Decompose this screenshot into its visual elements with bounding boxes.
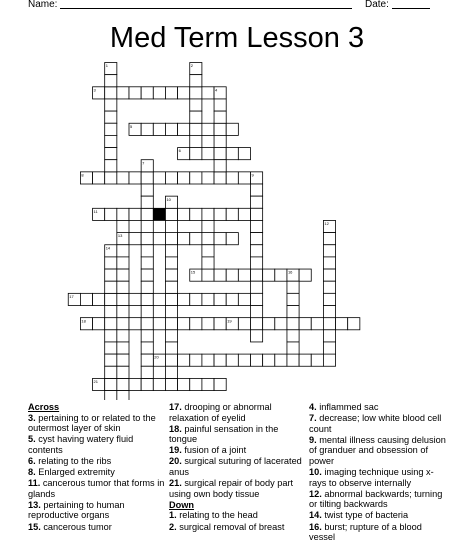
clue-18 [169,424,306,445]
clue-number: 14. [309,510,322,521]
grid-cell[interactable] [214,269,226,281]
grid-cell[interactable] [178,208,190,220]
grid-cell[interactable] [287,354,299,366]
clue-text: cyst having watery fluid contents [28,434,134,455]
grid-cell[interactable] [117,366,129,378]
clue-14 [309,510,447,521]
grid-cell[interactable] [117,318,129,330]
grid-cell[interactable] [129,318,141,330]
clue-number: 2. [169,521,177,532]
clue-number: 8. [28,467,36,478]
clue-number: 7. [309,413,317,424]
grid-cell[interactable] [263,354,275,366]
clue-text: pertaining to or related to the outermost layer of skin [28,412,156,434]
clues-column-2 [169,402,306,533]
grid-cell[interactable] [178,123,190,135]
grid-cell[interactable] [117,293,129,305]
clue-number: 17. [169,402,182,412]
clue-number: 11. [28,478,41,489]
grid-cell[interactable] [153,318,165,330]
grid-cell[interactable] [251,318,263,330]
grid-cell[interactable] [190,99,202,111]
grid-cell[interactable] [287,330,299,342]
grid-cell[interactable] [141,87,153,99]
clue-text: Enlarged extremity [35,467,115,478]
grid-cell[interactable] [165,378,177,390]
clue-text: burst; rupture of a blood vessel [309,521,422,543]
grid-cell[interactable] [141,354,153,366]
grid-cell[interactable] [323,281,335,293]
clue-2 [169,522,306,533]
grid-cell[interactable] [202,172,214,184]
grid-cell[interactable] [323,330,335,342]
clue-6 [28,456,166,467]
cell-number: 12 [324,221,329,227]
grid-cell[interactable] [153,123,165,135]
clue-text: cancerous tumor that forms in glands [28,478,165,499]
clue-5 [28,434,166,455]
clue-number: 6. [28,455,36,466]
grid-cell[interactable] [141,306,153,318]
grid-cell[interactable] [214,378,226,390]
clue-text: imaging technique using x-rays to observe internally [309,467,434,488]
grid-cell[interactable] [226,208,238,220]
clue-number: 5. [28,434,36,445]
grid-cell[interactable] [336,318,348,330]
grid-cell[interactable] [214,233,226,245]
clue-number: 13. [28,499,41,510]
clue-4 [309,402,447,413]
cell-number: 13 [117,233,123,239]
grid-cell[interactable] [178,293,190,305]
clue-21 [169,478,306,499]
grid-cell[interactable] [190,123,202,135]
grid-cell[interactable] [190,148,202,160]
grid-cell[interactable] [165,87,177,99]
grid-cell[interactable] [117,172,129,184]
grid-cell[interactable] [165,208,177,220]
grid-cell[interactable] [117,269,129,281]
grid-cell[interactable] [190,354,202,366]
grid-cell[interactable] [129,378,141,390]
grid-cell[interactable] [117,330,129,342]
grid-cell[interactable] [153,87,165,99]
clue-text: surgical suturing of lacerated anus [169,456,302,478]
grid-cell[interactable] [105,306,117,318]
grid-cell[interactable] [129,233,141,245]
grid-cell[interactable] [323,306,335,318]
grid-cell[interactable] [287,306,299,318]
grid-cell[interactable] [251,330,263,342]
grid-cell[interactable] [263,318,275,330]
grid-cell[interactable] [299,269,311,281]
clue-17 [169,402,306,423]
clue-number: 21. [169,478,182,489]
grid-cell[interactable] [214,135,226,147]
grid-cell[interactable] [141,366,153,378]
cell-number: 4 [215,87,218,93]
grid-cell[interactable] [190,293,202,305]
grid-cell[interactable] [214,160,226,172]
clue-number: 19. [169,445,182,456]
clue-text: pertaining to human reproductive organs [28,499,125,521]
clue-16 [309,522,447,543]
grid-cell[interactable] [129,172,141,184]
grid-cell[interactable] [153,293,165,305]
grid-cell[interactable] [165,123,177,135]
clue-text: fusion of a joint [181,445,247,456]
grid-cell[interactable] [214,99,226,111]
clue-15 [28,522,166,533]
grid-cell[interactable] [105,342,117,354]
grid-cell[interactable] [214,354,226,366]
grid-cell[interactable] [165,366,177,378]
grid-cell[interactable] [129,208,141,220]
grid-cell[interactable] [190,75,202,87]
grid-cell[interactable] [190,318,202,330]
cell-number: 16 [287,269,293,275]
grid-cell[interactable] [105,366,117,378]
grid-cell[interactable] [141,318,153,330]
grid-cell[interactable] [311,318,323,330]
grid-cell[interactable] [105,378,117,390]
grid-cell[interactable] [214,123,226,135]
grid-cell[interactable] [105,148,117,160]
grid-cell[interactable] [226,172,238,184]
grid-cell[interactable] [323,354,335,366]
grid-cell[interactable] [117,342,129,354]
grid-cell[interactable] [190,233,202,245]
grid-cell[interactable] [323,233,335,245]
grid-cell[interactable] [117,354,129,366]
grid-cell[interactable] [129,87,141,99]
grid-cell[interactable] [165,269,177,281]
grid-cell[interactable] [141,257,153,269]
grid-cell[interactable] [105,111,117,123]
cell-number: 17 [69,293,74,299]
grid-cell[interactable] [238,354,250,366]
clue-text: relating to the head [176,510,258,521]
grid-cell[interactable] [275,269,287,281]
down-heading: Down [169,499,195,510]
cell-number: 6 [178,148,181,154]
grid-cell[interactable] [238,148,250,160]
cell-number: 5 [130,123,133,129]
clue-12 [309,489,447,510]
grid-cell[interactable] [105,330,117,342]
grid-cell[interactable] [251,196,263,208]
clue-10 [309,467,447,488]
grid-cell[interactable] [141,220,153,232]
grid-cell[interactable] [105,123,117,135]
grid-cell[interactable] [287,293,299,305]
grid-cell[interactable] [251,245,263,257]
grid-cell[interactable] [165,172,177,184]
grid-cell[interactable] [105,160,117,172]
grid-cell[interactable] [238,208,250,220]
grid-cell[interactable] [251,293,263,305]
page-title: Med Term Lesson 3 [109,22,365,54]
grid-cell[interactable] [141,330,153,342]
cell-number: 19 [227,318,232,324]
grid-cell[interactable] [238,269,250,281]
grid-cell[interactable] [202,123,214,135]
clue-8 [28,467,166,478]
grid-cell[interactable] [263,269,275,281]
grid-cell[interactable] [141,293,153,305]
grid-cell[interactable] [202,269,214,281]
grid-cell[interactable] [105,354,117,366]
clue-number: 16. [309,521,322,532]
clue-number: 9. [309,434,317,445]
clue-number: 3. [28,412,36,423]
grid-cell[interactable] [141,342,153,354]
grid-cell[interactable] [93,293,105,305]
clue-text: surgical repair of body part using own body tissue [169,478,294,499]
clue-number: 15. [28,521,41,532]
clue-number: 20. [169,456,182,467]
grid-cell[interactable] [190,87,202,99]
grid-cell[interactable] [117,87,129,99]
grid-cell[interactable] [190,172,202,184]
grid-cell[interactable] [251,354,263,366]
grid-cell[interactable] [117,257,129,269]
name-label: Name: [28,0,58,10]
grid-cell[interactable] [226,293,238,305]
clue-text: inflammed sac [316,402,379,412]
grid-cell[interactable] [190,111,202,123]
grid-cell[interactable] [214,111,226,123]
grid-cell[interactable] [287,281,299,293]
grid-cell[interactable] [117,281,129,293]
grid-cell[interactable] [323,342,335,354]
date-label: Date: [365,0,389,10]
grid-cell[interactable] [105,293,117,305]
grid-cell[interactable] [105,135,117,147]
grid-cell[interactable] [202,293,214,305]
grid-cell[interactable] [117,306,129,318]
grid-cell[interactable] [141,123,153,135]
grid-cell[interactable] [165,220,177,232]
grid-cell[interactable] [251,184,263,196]
grid-cell[interactable] [105,318,117,330]
grid-cell[interactable] [202,220,214,232]
clue-number: 12. [309,488,322,499]
grid-cell[interactable] [202,245,214,257]
cell-number: 14 [105,245,111,251]
grid-cell[interactable] [178,87,190,99]
grid-cell[interactable] [348,318,360,330]
grid-cell[interactable] [323,257,335,269]
grid-cell[interactable] [190,208,202,220]
grid-cell[interactable] [251,220,263,232]
grid-cell[interactable] [226,148,238,160]
clue-text: decrease; low white blood cell count [309,413,442,434]
grid-cell[interactable] [117,208,129,220]
grid-cell[interactable] [202,318,214,330]
grid-cell[interactable] [226,354,238,366]
grid-cell[interactable] [141,208,153,220]
cell-number: 10 [166,196,171,202]
grid-cell[interactable] [117,391,129,400]
grid-cell[interactable] [190,135,202,147]
grid-cell[interactable] [165,257,177,269]
across-heading: Across [28,402,60,412]
clue-11 [28,478,166,499]
grid-cell[interactable] [105,75,117,87]
cell-number: 8 [81,172,84,178]
clues-column-1 [28,402,166,533]
grid-cell[interactable] [178,318,190,330]
clue-text: cancerous tumor [40,521,112,532]
cell-number: 15 [190,269,196,275]
grid-cell[interactable] [214,148,226,160]
grid-cell[interactable] [129,293,141,305]
clue-text: surgical removal of breast [176,521,285,532]
grid-cell[interactable] [141,196,153,208]
grid-cell[interactable] [141,245,153,257]
cell-number: 3 [93,87,96,93]
grid-cell[interactable] [238,293,250,305]
clue-7 [309,413,447,434]
cell-number: 1 [105,63,108,69]
grid-cell[interactable] [214,208,226,220]
grid-cell[interactable] [275,354,287,366]
grid-cell[interactable] [202,354,214,366]
grid-cell[interactable] [165,330,177,342]
clue-number: 18. [169,423,182,434]
cell-number: 18 [81,318,86,324]
clues-column-3 [309,402,447,543]
clue-text: drooping or abnormal relaxation of eyelid [169,402,272,423]
grid-cell[interactable] [323,269,335,281]
clue-text: mental illness causing delusion of granduer and obsession of power [309,434,446,466]
clue-3 [28,413,166,434]
grid-cell[interactable] [251,257,263,269]
cell-number: 21 [93,379,99,384]
grid-cell[interactable] [141,233,153,245]
grid-cell[interactable] [178,233,190,245]
grid-cell[interactable] [323,293,335,305]
grid-cell[interactable] [165,342,177,354]
grid-cell[interactable] [141,281,153,293]
clue-13 [28,500,166,521]
grid-cell[interactable] [105,99,117,111]
grid-cell[interactable] [141,184,153,196]
grid-cell[interactable] [165,293,177,305]
grid-cell[interactable] [226,269,238,281]
grid-cell[interactable] [323,318,335,330]
grid-cell[interactable] [117,245,129,257]
grid-cell[interactable] [165,245,177,257]
grid-cell[interactable] [251,208,263,220]
cell-number: 20 [154,354,159,360]
grid-cell[interactable] [105,281,117,293]
grid-cell[interactable] [178,354,190,366]
grid-cell[interactable] [117,220,129,232]
grid-cell[interactable] [141,269,153,281]
grid-cell[interactable] [238,172,250,184]
grid-cell[interactable] [287,318,299,330]
grid-cell[interactable] [323,245,335,257]
grid-cell[interactable] [93,318,105,330]
clue-number: 10. [309,467,322,478]
grid-cell[interactable] [214,293,226,305]
grid-cell[interactable] [214,318,226,330]
cell-number: 9 [251,172,254,178]
grid-cell[interactable] [202,208,214,220]
grid-cell[interactable] [153,233,165,245]
grid-cell[interactable] [251,281,263,293]
cell-number: 11 [93,208,98,214]
grid-cell[interactable] [251,306,263,318]
grid-cell[interactable] [202,378,214,390]
grid-cell[interactable] [226,233,238,245]
grid-cell[interactable] [178,378,190,390]
grid-cell[interactable] [105,172,117,184]
clue-number: 4. [309,402,317,412]
grid-cell[interactable] [105,257,117,269]
grid-cell[interactable] [251,233,263,245]
grid-cell[interactable] [165,318,177,330]
grid-cell[interactable] [117,378,129,390]
clue-number: 1. [169,510,177,521]
grid-cell[interactable] [202,233,214,245]
grid-cell[interactable] [178,172,190,184]
clue-text: twist type of bacteria [321,510,409,521]
clue-1 [169,510,306,521]
cell-number: 2 [190,63,193,69]
grid-cell[interactable] [238,318,250,330]
clue-9 [309,435,447,467]
grid-cell[interactable] [299,354,311,366]
grid-cell[interactable] [105,391,117,400]
grid-cell[interactable] [287,342,299,354]
grid-cell[interactable] [251,269,263,281]
grid-cell[interactable] [105,269,117,281]
grid-cell[interactable] [165,354,177,366]
grid-cell[interactable] [311,354,323,366]
clue-text: abnormal backwards; turning or tilting backwards [309,488,443,510]
grid-cell[interactable] [275,318,287,330]
grid-cell[interactable] [141,378,153,390]
grid-cell[interactable] [153,378,165,390]
grid-cell[interactable] [153,172,165,184]
clue-20 [169,456,306,477]
grid-cell[interactable] [165,306,177,318]
grid-cell[interactable] [105,87,117,99]
clue-text: relating to the ribs [35,455,112,466]
grid-cell[interactable] [80,293,92,305]
grid-cell[interactable] [214,172,226,184]
grid-cell[interactable] [93,172,105,184]
grid-cell[interactable] [165,233,177,245]
cell-number: 7 [142,160,145,166]
grid-cell[interactable] [226,123,238,135]
grid-cell[interactable] [202,257,214,269]
grid-cell[interactable] [105,208,117,220]
grid-cell[interactable] [190,378,202,390]
black-square [153,208,165,220]
grid-cell[interactable] [202,87,214,99]
clue-text: painful sensation in the tongue [169,423,279,445]
grid-cell[interactable] [202,148,214,160]
grid-cell[interactable] [299,318,311,330]
grid-cell[interactable] [165,281,177,293]
grid-cell[interactable] [141,172,153,184]
clue-19 [169,445,306,456]
